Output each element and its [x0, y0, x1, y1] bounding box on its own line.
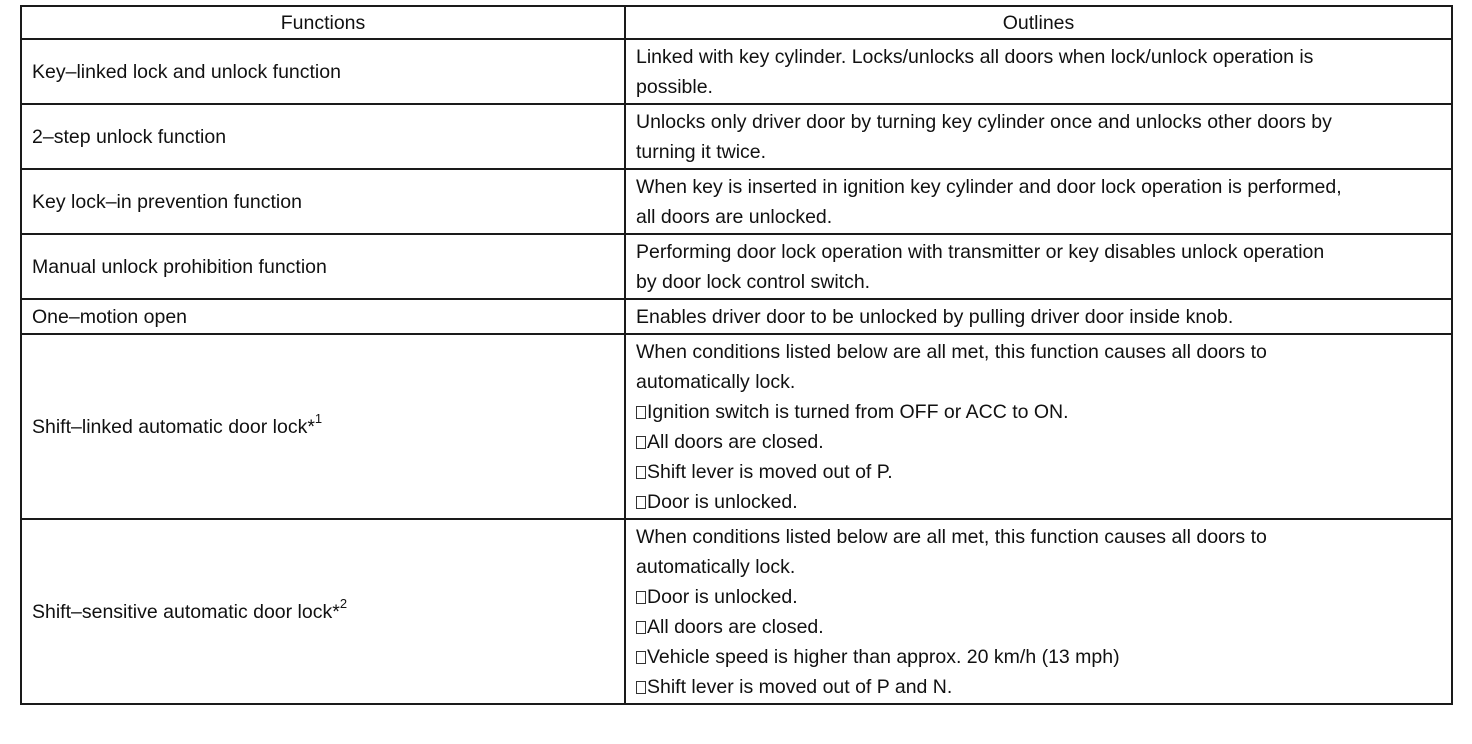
table-row [21, 519, 1452, 704]
outline-line: Linked with key cylinder. Locks/unlocks all doors when lock/unlock operation is [636, 46, 1314, 68]
condition-item: All doors are closed. [636, 427, 1441, 457]
function-outline [625, 234, 1452, 299]
function-name [21, 334, 625, 519]
function-name-text: Shift–linked automatic door lock* [32, 416, 315, 438]
functions-table [20, 5, 1453, 705]
outlines-column-header: Outlines [625, 6, 1452, 39]
outline-line: When conditions listed below are all met, this function causes all doors to [636, 526, 1267, 548]
footnote-marker: 2 [339, 596, 348, 611]
function-name: Manual unlock prohibition function [21, 234, 625, 299]
function-name [21, 519, 625, 704]
table-row [21, 39, 1452, 104]
outline-line: automatically lock. [636, 556, 796, 578]
table-row [21, 169, 1452, 234]
function-outline [625, 104, 1452, 169]
function-outline [625, 334, 1452, 519]
footnote-marker: 1 [314, 411, 323, 426]
condition-item: Door is unlocked. [636, 487, 1441, 517]
outline-line: turning it twice. [636, 141, 767, 163]
table-row [21, 299, 1452, 334]
table-header-row [21, 6, 1452, 39]
condition-item: Ignition switch is turned from OFF or ACC to ON. [636, 397, 1441, 427]
function-outline [625, 169, 1452, 234]
function-name: 2–step unlock function [21, 104, 625, 169]
functions-column-header: Functions [21, 6, 625, 39]
outline-line: by door lock control switch. [636, 271, 871, 293]
outline-line: Performing door lock operation with transmitter or key disables unlock operation [636, 241, 1325, 263]
outline-line: Unlocks only driver door by turning key cylinder once and unlocks other doors by [636, 111, 1332, 133]
function-name-text: Shift–sensitive automatic door lock* [32, 601, 340, 623]
function-name: Key lock–in prevention function [21, 169, 625, 234]
table-row [21, 334, 1452, 519]
condition-item: Shift lever is moved out of P and N. [636, 672, 1441, 702]
condition-item: Vehicle speed is higher than approx. 20 km/h (13 mph) [636, 642, 1441, 672]
condition-item: Shift lever is moved out of P. [636, 457, 1441, 487]
table-row [21, 104, 1452, 169]
function-name: One–motion open [21, 299, 625, 334]
outline-line: all doors are unlocked. [636, 206, 833, 228]
function-outline [625, 299, 1452, 334]
function-outline [625, 519, 1452, 704]
outline-line: automatically lock. [636, 371, 796, 393]
table-row [21, 234, 1452, 299]
outline-line: possible. [636, 76, 713, 98]
outline-line: When key is inserted in ignition key cylinder and door lock operation is performed, [636, 176, 1342, 198]
outline-line: When conditions listed below are all met, this function causes all doors to [636, 341, 1267, 363]
condition-item: Door is unlocked. [636, 582, 1441, 612]
condition-item: All doors are closed. [636, 612, 1441, 642]
function-name: Key–linked lock and unlock function [21, 39, 625, 104]
function-outline [625, 39, 1452, 104]
outline-line: Enables driver door to be unlocked by pulling driver door inside knob. [636, 306, 1234, 328]
